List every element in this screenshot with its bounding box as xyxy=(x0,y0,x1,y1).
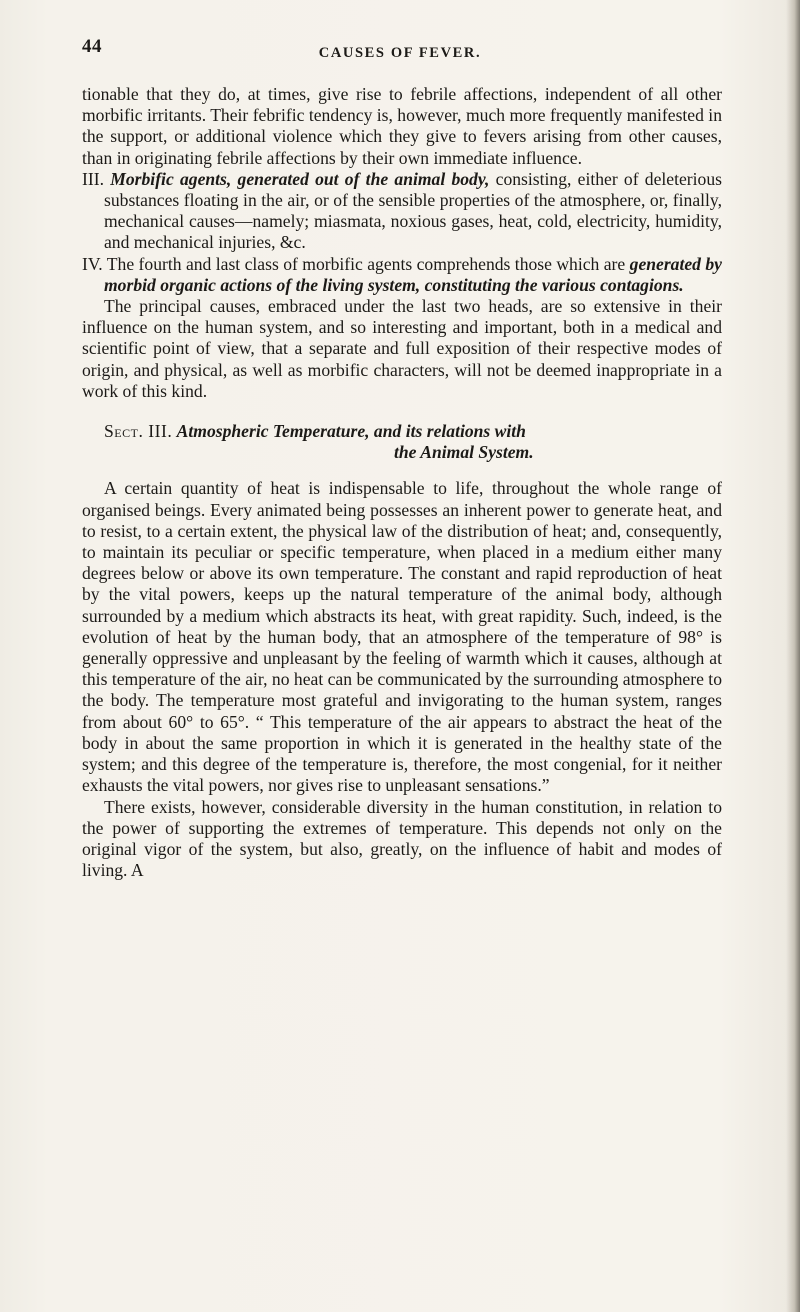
page-edge-shadow xyxy=(786,0,800,1312)
section-label: Sect. III. xyxy=(104,421,173,442)
paragraph-heat: A certain quantity of heat is indispensable to life, throughout the whole range of organised beings. Every animated being possesses an inherent power to generate heat, and to resist, to a certain extent, the physical law of the distribution of heat; and, consequently, to maintain its peculiar or specific temperature, when placed in a medium either many degrees below or above its own temperature. The constant and rapid reproduction of heat by the vital powers, keeps up the natural temperature of the animal body, although surrounded by a medium which abstracts its heat, with great rapidity. Such, indeed, is the evolution of heat by the human body, that an atmosphere of the temperature of 98° is generally oppressive and unpleasant by the feeling of warmth which it causes, although at this temperature of the air, no heat can be communicated by the surrounding atmosphere to the body. The temperature most grateful and invigorating to the human system, ranges from about 60° to 65°. “ This temperature of the air appears to abstract the heat of the body in about the same proportion in which it is generated in the healthy state of the system; and this degree of the temperature is, therefore, the most congenial, for it neither exhausts the vital powers, nor gives rise to unpleasant sensations.” xyxy=(82,478,722,796)
running-head: CAUSES OF FEVER. xyxy=(318,45,482,61)
class-title: generated by morbid organic actions of the living system, constituting the various contagions. xyxy=(104,253,722,295)
body-text xyxy=(82,84,722,881)
section-title-line-2: the Animal System. xyxy=(394,442,534,463)
paragraph-class-iv xyxy=(82,254,722,296)
class-lead: The fourth and last class of morbific agents comprehends those which are xyxy=(106,253,626,274)
paragraph-class-iii xyxy=(82,169,722,254)
page-header xyxy=(0,36,800,72)
paragraph-principal-causes: The principal causes, embraced under the last two heads, are so extensive in their influence on the human system, and so interesting and important, both in a medical and scientific point of view, that a separate and full exposition of their respective modes of origin, and physical, as well as morbific characters, will not be deemed inappropriate in a work of this kind. xyxy=(82,296,722,401)
class-numeral: IV. xyxy=(82,253,103,274)
class-numeral: III. xyxy=(82,168,104,189)
paragraph-diversity: There exists, however, considerable diversity in the human constitution, in relation to the power of supporting the extremes of temperature. This depends not only on the original vigor of the system, but also, greatly, on the influence of habit and modes of living. A xyxy=(82,796,722,881)
page-number: 44 xyxy=(82,36,102,57)
section-title-line-1: Atmospheric Temperature, and its relations with xyxy=(176,421,526,442)
class-title: Morbific agents, generated out of the animal body, xyxy=(110,168,490,189)
class-description: consisting, either of deleterious substances floating in the air, or of the sensible properties of the atmosphere, or, finally, mechanical causes—namely; miasmata, noxious gases, heat, cold, electricity, humidity, and mechanical injuries, &c. xyxy=(104,168,722,253)
section-heading xyxy=(82,421,722,463)
paragraph-continuation: tionable that they do, at times, give rise to febrile affections, independent of all other morbific irritants. Their febrific tendency is, however, much more frequently manifested in the support, or additional violence which they give to fevers arising from other causes, than in originating febrile affections by their own immediate influence. xyxy=(82,84,722,168)
